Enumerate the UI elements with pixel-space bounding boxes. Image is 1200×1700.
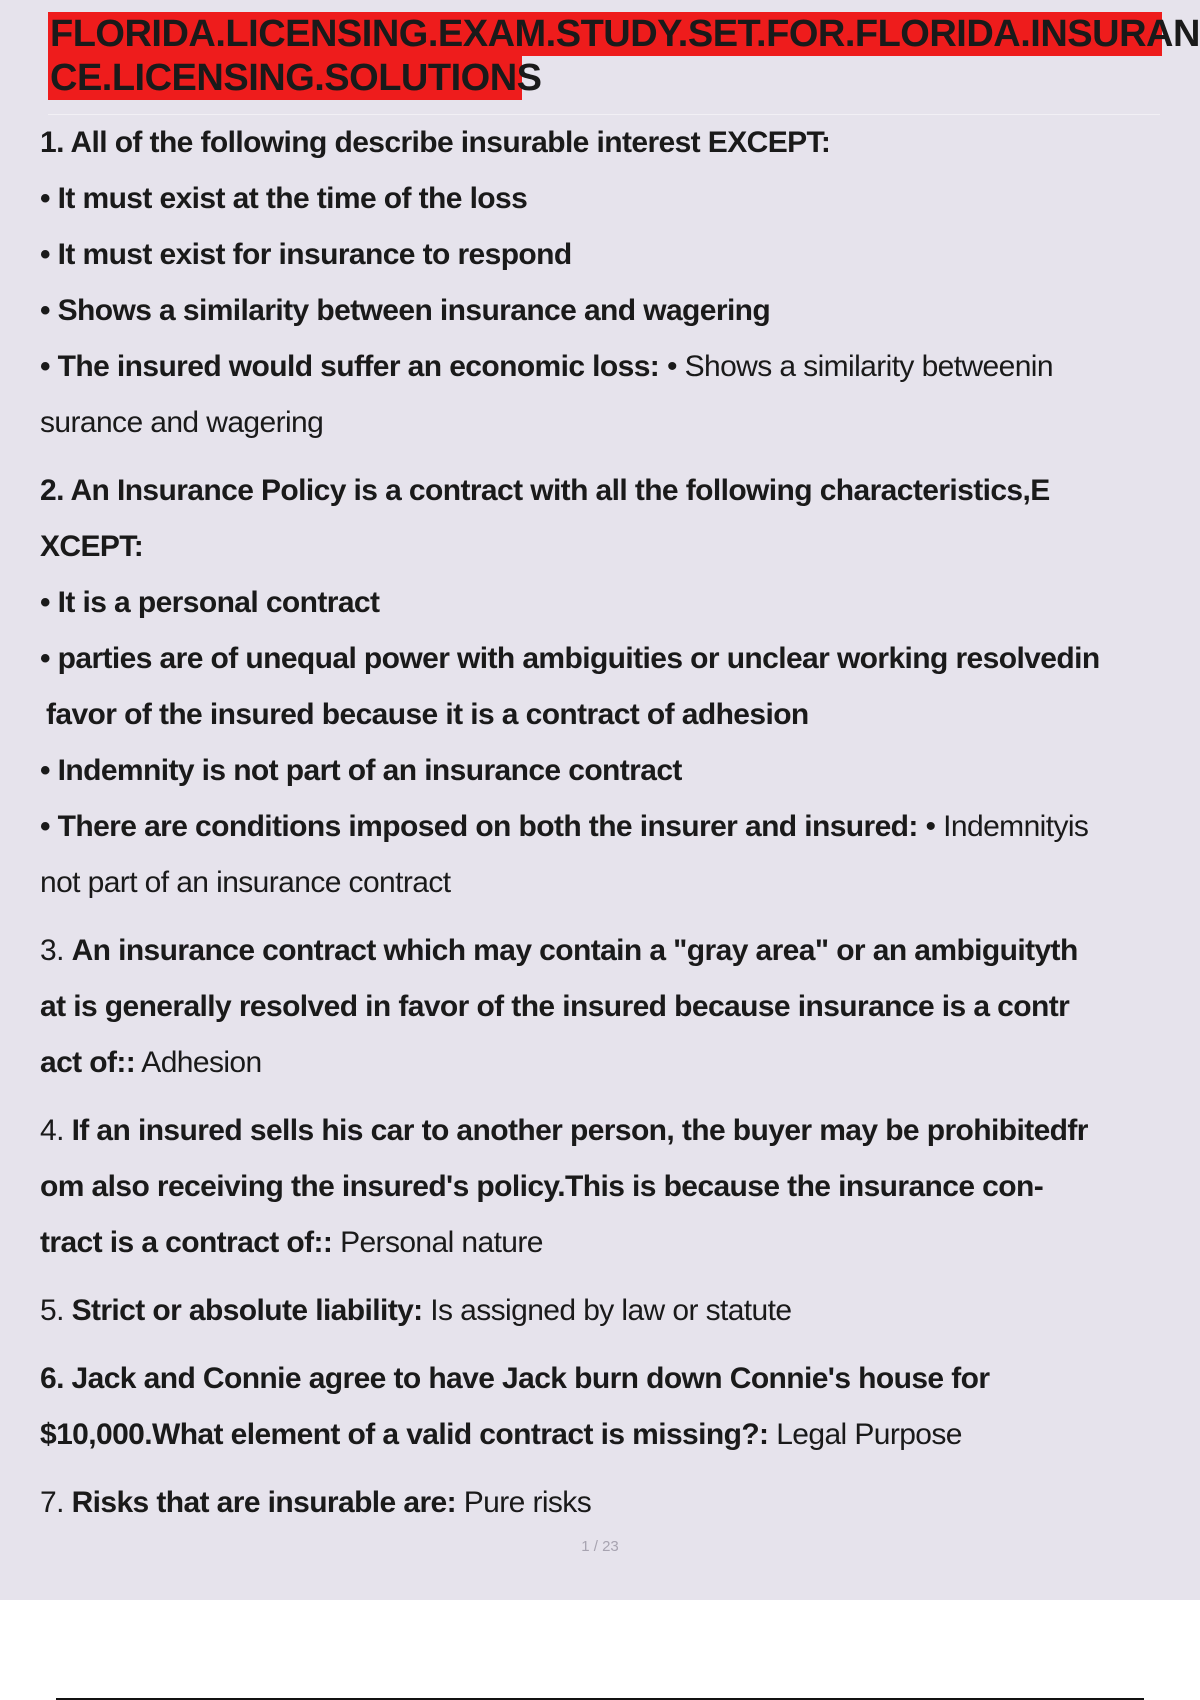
document-title-line-2: CE.LICENSING.SOLUTIONS	[50, 57, 542, 99]
question-5: 5. Strict or absolute liability: Is assigned by law or statute	[40, 1294, 792, 1327]
question-1-option-with-answer: • The insured would suffer an economic loss: • Shows a similarity betweenin	[40, 350, 1053, 383]
question-3-answer: act of:: Adhesion	[40, 1046, 262, 1079]
question-4-prompt: 4. If an insured sells his car to another person, the buyer may be prohibitedfr	[40, 1114, 1088, 1147]
question-6-prompt: 6. Jack and Connie agree to have Jack burn down Connie's house for	[40, 1362, 990, 1395]
question-1-option: • It must exist at the time of the loss	[40, 182, 528, 215]
question-7: 7. Risks that are insurable are: Pure risks	[40, 1486, 592, 1519]
question-3-prompt-continued: at is generally resolved in favor of the insured because insurance is a contr	[40, 990, 1070, 1023]
document-body	[40, 115, 1200, 1531]
question-2-prompt-continued: XCEPT:	[40, 530, 144, 563]
document-title-line-1: FLORIDA.LICENSING.EXAM.STUDY.SET.FOR.FLORIDA.INSURAN	[50, 13, 1200, 55]
question-1-prompt: 1. All of the following describe insurable interest EXCEPT:	[40, 126, 831, 159]
question-3-prompt: 3. An insurance contract which may contain a "gray area" or an ambiguityth	[40, 934, 1078, 967]
question-6-answer: $10,000.What element of a valid contract is missing?: Legal Purpose	[40, 1418, 962, 1451]
question-4-prompt-continued: om also receiving the insured's policy.This is because the insurance con-	[40, 1170, 1044, 1203]
question-2-option: • It is a personal contract	[40, 586, 380, 619]
question-1-answer-continued: surance and wagering	[40, 406, 324, 439]
question-4-answer: tract is a contract of:: Personal nature	[40, 1226, 543, 1259]
page-number: 1 / 23	[581, 1538, 619, 1555]
question-2-option-continued: favor of the insured because it is a contract of adhesion	[46, 698, 809, 731]
question-2-option: • Indemnity is not part of an insurance contract	[40, 754, 682, 787]
question-2-option: • parties are of unequal power with ambiguities or unclear working resolvedin	[40, 642, 1100, 675]
question-2-option-with-answer: • There are conditions imposed on both the insurer and insured: • Indemnityis	[40, 810, 1089, 843]
question-1-option: • Shows a similarity between insurance and wagering	[40, 294, 771, 327]
question-2-prompt: 2. An Insurance Policy is a contract with all the following characteristics,E	[40, 474, 1050, 507]
question-1-option: • It must exist for insurance to respond	[40, 238, 572, 271]
document-header	[48, 12, 1200, 115]
question-2-answer-continued: not part of an insurance contract	[40, 866, 451, 899]
